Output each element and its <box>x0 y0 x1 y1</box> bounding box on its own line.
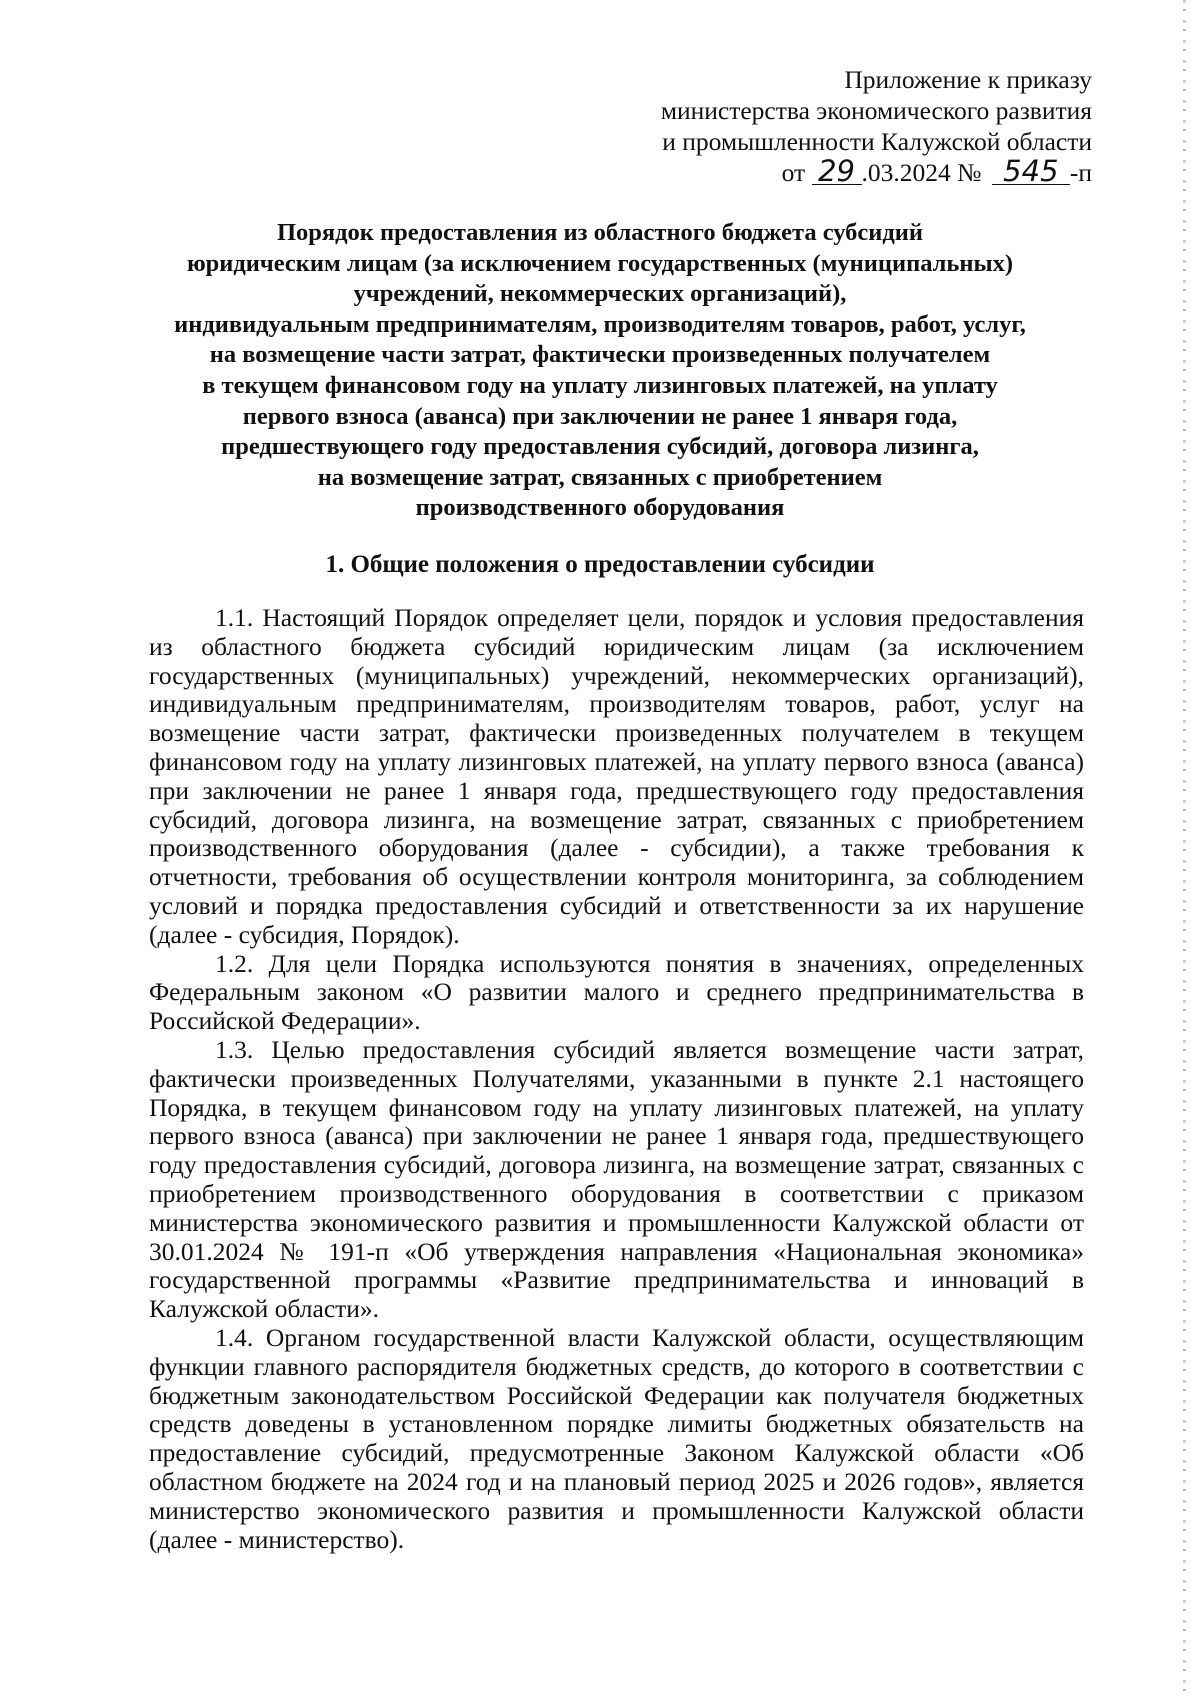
title-line: учреждений, некоммерческих организаций), <box>353 280 847 308</box>
appendix-header <box>661 64 1092 188</box>
title-line: на возмещение части затрат, фактически произведенных получателем <box>209 341 991 369</box>
title-line: производственного оборудования <box>415 494 785 522</box>
title-line: на возмещение затрат, связанных с приобретением <box>317 463 883 491</box>
document-title <box>140 218 1060 524</box>
title-line: юридическим лицам (за исключением государственных (муниципальных) <box>186 249 1014 277</box>
document-body <box>149 604 1084 1554</box>
title-line: Порядок предоставления из областного бюджета субсидий <box>276 219 924 246</box>
paragraph-1-3: 1.3. Целью предоставления субсидий является возмещение части затрат, фактически произведенных Получателями, указанными в пункте 2.1 настоящего Порядка, в текущем финансовом году на уплату лизинговых платежей, на уплату первого взноса (аванса) при заключении не ранее 1 января года, предшествующего году предоставления субсидий, договора лизинга, на возмещение затрат, связанных с приобретением производственного оборудования в соответствии с приказом министерства экономического развития и промышленности Калужской области от 30.01.2024 № 191-п «Об утверждения направления «Национальная экономика» государственной программы «Развитие предпринимательства и инноваций в Калужской области». <box>149 1034 1084 1324</box>
scan-edge-marks <box>1183 0 1186 1699</box>
title-line: первого взноса (аванса) при заключении не ранее 1 января года, <box>242 402 958 430</box>
title-line: предшествующего году предоставления субсидий, договора лизинга, <box>221 433 979 461</box>
date-prefix: от <box>781 158 806 187</box>
header-date-line <box>661 154 1092 188</box>
header-line-3: и промышленности Калужской области <box>662 127 1092 156</box>
date-rest: .03.2024 № <box>861 158 982 187</box>
header-line-2: министерства экономического развития <box>660 96 1092 125</box>
handwritten-order-number: 545 <box>992 158 1070 185</box>
paragraph-1-2: 1.2. Для цели Порядка используются понятия в значениях, определенных Федеральным законом «О развитии малого и среднего предпринимательства в Российской Федерации». <box>149 948 1084 1036</box>
section-heading: 1. Общие положения о предоставлении субсидии <box>325 551 875 578</box>
header-line-1: Приложение к приказу <box>844 65 1092 94</box>
title-line: в текущем финансовом году на уплату лизинговых платежей, на уплату <box>202 371 998 399</box>
order-suffix: -п <box>1069 158 1092 187</box>
handwritten-day: 29 <box>812 158 862 185</box>
title-line: индивидуальным предпринимателям, производителям товаров, работ, услуг, <box>174 310 1026 338</box>
paragraph-1-4: 1.4. Органом государственной власти Калужской области, осуществляющим функции главного распорядителя бюджетных средств, до которого в соответствии с бюджетным законодательством Российской Федерации как получателя бюджетных средств доведены в установленном порядке лимиты бюджетных обязательств на предоставление субсидий, предусмотренные Законом Калужской области «Об областном бюджете на 2024 год и на плановый период 2025 и 2026 годов», является министерство экономического развития и промышленности Калужской области (далее - министерство). <box>149 1322 1084 1554</box>
paragraph-1-1: 1.1. Настоящий Порядок определяет цели, порядок и условия предоставления из областного бюджета субсидий юридическим лицам (за исключением государственных (муниципальных) учреждений, некоммерческих организаций), индивидуальным предпринимателям, производителям товаров, работ, услуг на возмещение части затрат, фактически произведенных получателем в текущем финансовом году на уплату лизинговых платежей, на уплату первого взноса (аванса) при заключении не ранее 1 января года, предшествующего году предоставления субсидий, договора лизинга, на возмещение затрат, связанных с приобретением производственного оборудования (далее - субсидии), а также требования к отчетности, требования об осуществлении контроля мониторинга, за соблюдением условий и порядка предоставления субсидий и ответственности за их нарушение (далее - субсидия, Порядок). <box>149 603 1084 949</box>
